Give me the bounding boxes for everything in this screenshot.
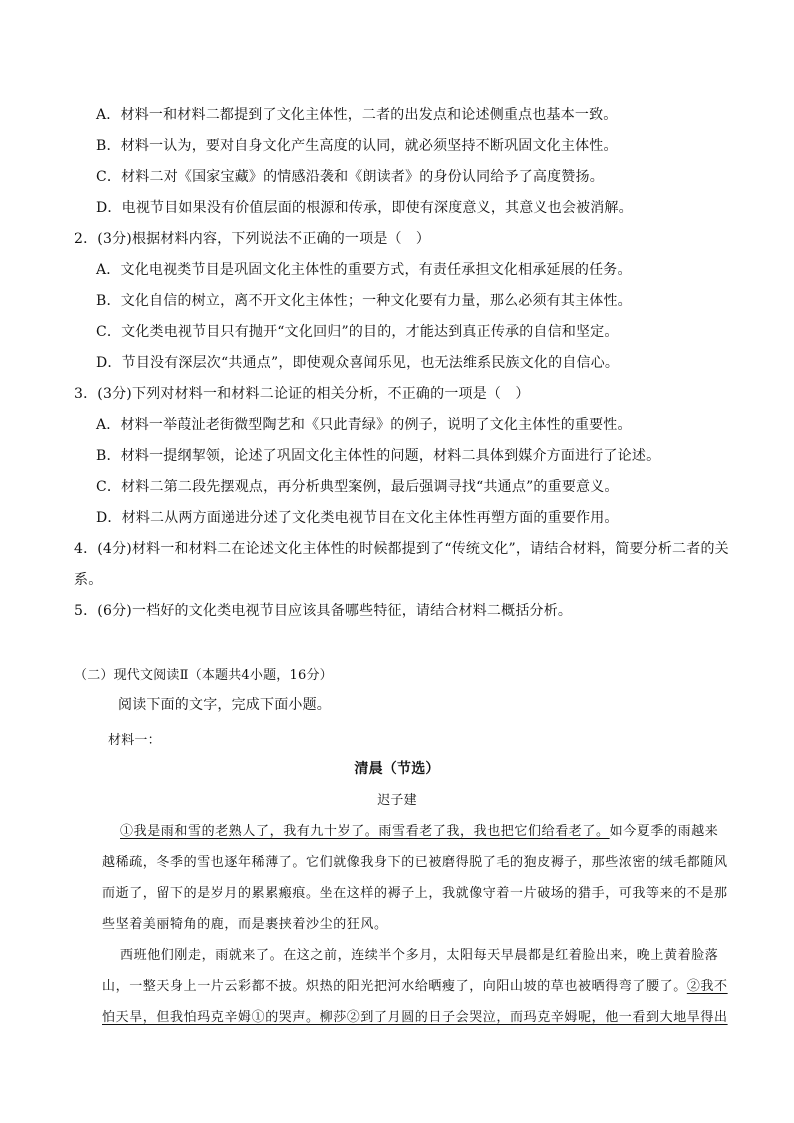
passage-author: 迟子建 xyxy=(377,793,417,808)
q2-option-d: D．节目没有深层次“共通点”，即使观众喜闻乐见，也无法维系民族文化的自信心。 xyxy=(96,355,620,371)
passage-line: 山，一整天身上一片云彩都不披。炽热的阳光把河水给晒瘦了，向阳山坡的草也被晒得弯了腰了。②我不 xyxy=(102,979,728,994)
q2-stem: 2．(3分)根据材料内容，下列说法不正确的一项是（ ） xyxy=(74,231,431,247)
underlined-sentence-1: ①我是雨和雪的老熟人了，我有九十岁了。雨雪看老了我，我也把它们给看老了。 xyxy=(120,824,610,839)
passage-line: 越稀疏，冬季的雪也逐年稀薄了。它们就像我身下的已被磨得脱了毛的狍皮褥子，那些浓密的绒毛都随风 xyxy=(102,855,728,870)
q3-option-b: B．材料一提纲挈领，论述了巩固文化主体性的问题，材料二具体到媒介方面进行了论述。 xyxy=(96,448,661,464)
q2-option-a: A．文化电视类节目是巩固文化主体性的重要方式，有责任承担文化相承延展的任务。 xyxy=(96,262,632,278)
section-instruction: 阅读下面的文字，完成下面小题。 xyxy=(118,697,331,713)
underlined-sentence-2: ②我不 xyxy=(686,979,728,994)
q2-option-b: B．文化自信的树立，离不开文化主体性；一种文化要有力量，那么必须有其主体性。 xyxy=(96,293,632,309)
passage-line: 些坚着美丽犄角的鹿，而是裹挟着沙尘的狂风。 xyxy=(102,917,388,932)
passage-line: 怕天旱，但我怕玛克辛姆①的哭声。柳莎②到了月圆的日子会哭泣，而玛克辛姆呢，他一看到大地旱得出 xyxy=(102,1010,728,1025)
q1-option-a: A．材料一和材料二都提到了文化主体性，二者的出发点和论述侧重点也基本一致。 xyxy=(96,107,618,123)
passage-line: ①我是雨和雪的老熟人了，我有九十岁了。雨雪看老了我，我也把它们给看老了。如今夏季的雨越来 xyxy=(120,824,719,839)
q4-stem-line1: 4．(4分)材料一和材料二在论述文化主体性的时候都提到了“传统文化”，请结合材料，简要分析二者的关 xyxy=(74,541,729,557)
q5-stem: 5．(6分)一档好的文化类电视节目应该具备哪些特征，请结合材料二概括分析。 xyxy=(74,603,573,619)
q4-stem-line2: 系。 xyxy=(74,572,103,588)
q3-stem: 3．(3分)下列对材料一和材料二论证的相关分析，不正确的一项是（ ） xyxy=(74,386,530,402)
passage-line: 西班他们刚走，雨就来了。在这之前，连续半个多月，太阳每天早晨都是红着脸出来，晚上黄着脸落 xyxy=(120,948,719,963)
passage-line: 而逝了，留下的是岁月的累累瘢痕。坐在这样的褥子上，我就像守着一片破场的猎手，可我等来的不是那 xyxy=(102,886,728,901)
section-heading: （二）现代文阅读Ⅱ（本题共4小题，16分） xyxy=(74,668,333,683)
q1-option-d: D．电视节目如果没有价值层面的根源和传承，即使有深度意义，其意义也会被消解。 xyxy=(96,200,633,216)
q3-option-c: C．材料二第二段先摆观点，再分析典型案例，最后强调寻找“共通点”的重要意义。 xyxy=(96,479,619,495)
q3-option-a: A．材料一举葭沚老街微型陶艺和《只此青绿》的例子，说明了文化主体性的重要性。 xyxy=(96,417,632,433)
q1-option-b: B．材料一认为，要对自身文化产生高度的认同，就必须坚持不断巩固文化主体性。 xyxy=(96,138,618,154)
material-label: 材料一： xyxy=(108,733,161,748)
q2-option-c: C．文化类电视节目只有抛开“文化回归”的目的，才能达到真正传承的自信和坚定。 xyxy=(96,324,619,340)
q1-option-c: C．材料二对《国家宝藏》的情感沿袭和《朗读者》的身份认同给予了高度赞扬。 xyxy=(96,169,604,185)
passage-title: 清晨（节选） xyxy=(354,761,440,777)
q3-option-d: D．材料二从两方面递进分述了文化类电视节目在文化主体性再塑方面的重要作用。 xyxy=(96,510,619,526)
